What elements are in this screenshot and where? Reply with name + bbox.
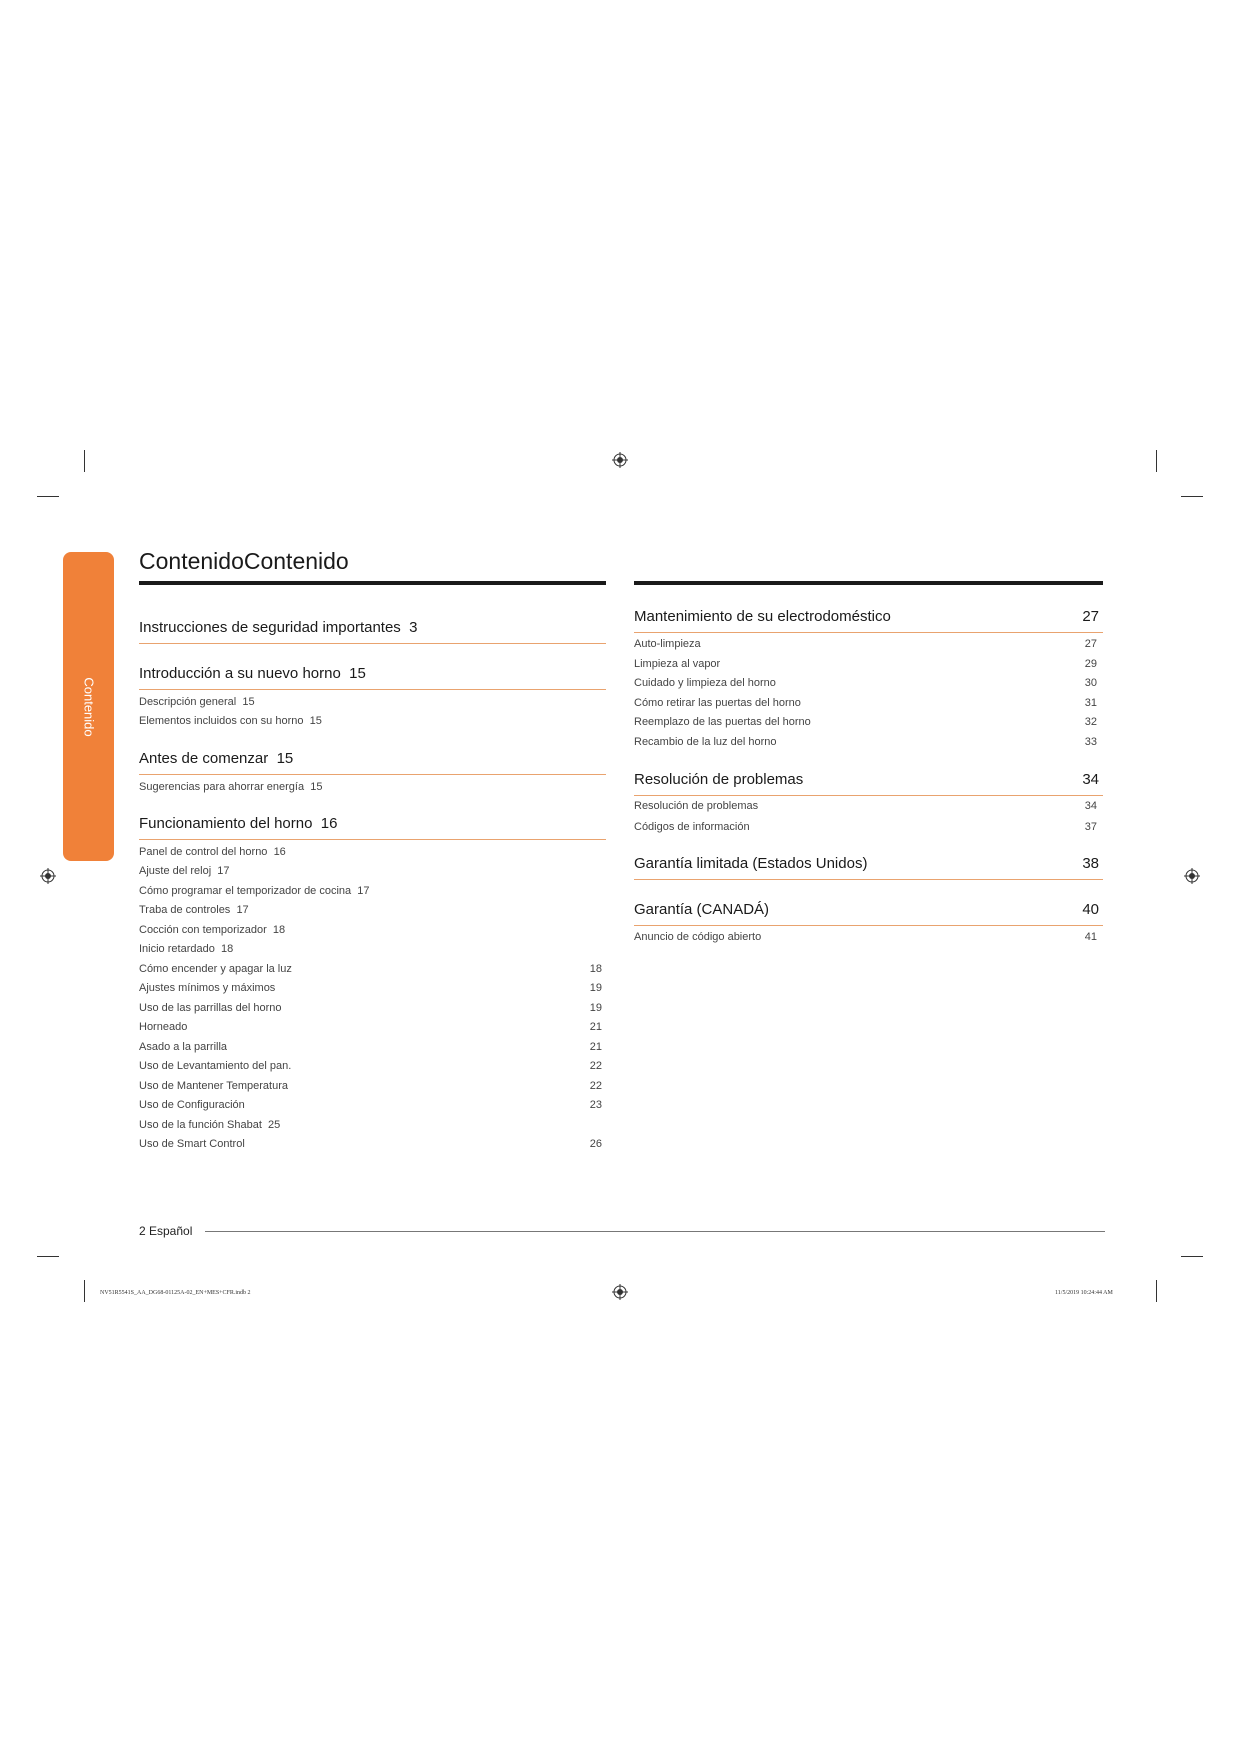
registration-mark-icon	[612, 1284, 628, 1300]
toc-item-page: 21	[589, 1041, 602, 1053]
toc-section-safety[interactable]: Instrucciones de seguridad importantes 3	[139, 619, 418, 636]
toc-section-intro[interactable]: Introducción a su nuevo horno 15	[139, 665, 366, 682]
toc-item[interactable]: Anuncio de código abierto	[634, 931, 762, 943]
toc-item-page: 23	[589, 1099, 602, 1111]
section-rule	[634, 925, 1103, 926]
toc-item-page: 21	[589, 1021, 602, 1033]
toc-item-page: 26	[589, 1138, 602, 1150]
toc-item[interactable]: Reemplazo de las puertas del horno	[634, 716, 811, 728]
toc-item-page: 27	[1084, 638, 1097, 650]
toc-item[interactable]: Horneado	[139, 1021, 188, 1033]
toc-item-page: 32	[1084, 716, 1097, 728]
toc-item[interactable]: Auto-limpieza	[634, 638, 701, 650]
slug-filename: NV51R5541S_AA_DG68-01125A-02_EN+MES+CFR.indb 2	[100, 1290, 251, 1296]
section-rule	[139, 774, 606, 775]
toc-item[interactable]: Cómo programar el temporizador de cocina 17	[139, 885, 370, 897]
side-tab-label: Contenido	[81, 677, 96, 737]
toc-item[interactable]: Traba de controles 17	[139, 904, 249, 916]
toc-item-page: 33	[1084, 736, 1097, 748]
toc-item-page: 22	[589, 1060, 602, 1072]
section-rule	[634, 795, 1103, 796]
crop-mark	[1156, 450, 1157, 472]
page-title: ContenidoContenido	[139, 548, 349, 574]
toc-item[interactable]: Uso de Smart Control	[139, 1138, 245, 1150]
toc-item-page: 37	[1084, 821, 1097, 833]
toc-item[interactable]: Inicio retardado 18	[139, 943, 234, 955]
section-rule	[634, 632, 1103, 633]
crop-mark	[1181, 496, 1203, 497]
section-rule	[634, 879, 1103, 880]
toc-section-page: 34	[1082, 771, 1099, 788]
toc-item[interactable]: Descripción general 15	[139, 696, 255, 708]
toc-item[interactable]: Sugerencias para ahorrar energía 15	[139, 781, 323, 793]
crop-mark	[84, 450, 85, 472]
crop-mark	[1181, 1256, 1203, 1257]
registration-mark-icon	[1184, 868, 1200, 884]
crop-mark	[84, 1280, 85, 1302]
footer-rule	[205, 1231, 1105, 1232]
toc-item[interactable]: Cuidado y limpieza del horno	[634, 677, 776, 689]
toc-item[interactable]: Asado a la parrilla	[139, 1041, 228, 1053]
toc-item-page: 34	[1084, 800, 1097, 812]
toc-section-operation[interactable]: Funcionamiento del horno 16	[139, 815, 338, 832]
toc-section-page: 27	[1082, 608, 1099, 625]
toc-item[interactable]: Uso de Configuración	[139, 1099, 245, 1111]
toc-item[interactable]: Resolución de problemas	[634, 800, 759, 812]
toc-item[interactable]: Códigos de información	[634, 821, 750, 833]
toc-item[interactable]: Cómo encender y apagar la luz	[139, 963, 292, 975]
toc-item[interactable]: Cómo retirar las puertas del horno	[634, 697, 801, 709]
toc-item-page: 19	[589, 1002, 602, 1014]
toc-section-page: 38	[1082, 855, 1099, 872]
toc-item-page: 41	[1084, 931, 1097, 943]
crop-mark	[37, 1256, 59, 1257]
toc-item-page: 18	[589, 963, 602, 975]
slug-date: 11/5/2019 10:24:44 AM	[1055, 1290, 1113, 1296]
toc-item-page: 22	[589, 1080, 602, 1092]
toc-item[interactable]: Cocción con temporizador 18	[139, 924, 286, 936]
toc-section-warranty-us[interactable]: Garantía limitada (Estados Unidos)	[634, 855, 868, 872]
toc-item-page: 31	[1084, 697, 1097, 709]
title-rule-left	[139, 581, 606, 585]
toc-item-page: 29	[1084, 658, 1097, 670]
toc-item-page: 30	[1084, 677, 1097, 689]
toc-section-before-start[interactable]: Antes de comenzar 15	[139, 750, 294, 767]
toc-section-troubleshooting[interactable]: Resolución de problemas	[634, 771, 804, 788]
section-rule	[139, 643, 606, 644]
toc-section-maintenance[interactable]: Mantenimiento de su electrodoméstico	[634, 608, 891, 625]
section-rule	[139, 689, 606, 690]
toc-item-page: 19	[589, 982, 602, 994]
toc-item[interactable]: Uso de las parrillas del horno	[139, 1002, 282, 1014]
registration-mark-icon	[40, 868, 56, 884]
toc-item[interactable]: Uso de la función Shabat 25	[139, 1119, 281, 1131]
toc-item[interactable]: Limpieza al vapor	[634, 658, 721, 670]
toc-item[interactable]: Uso de Mantener Temperatura	[139, 1080, 288, 1092]
toc-section-warranty-canada[interactable]: Garantía (CANADÁ)	[634, 901, 770, 918]
toc-section-page: 40	[1082, 901, 1099, 918]
toc-item[interactable]: Recambio de la luz del horno	[634, 736, 777, 748]
toc-item[interactable]: Ajustes mínimos y máximos	[139, 982, 276, 994]
side-tab	[63, 552, 114, 861]
toc-item[interactable]: Panel de control del horno 16	[139, 846, 286, 858]
crop-mark	[1156, 1280, 1157, 1302]
page-number: 2 Español	[139, 1224, 193, 1238]
section-rule	[139, 839, 606, 840]
toc-item[interactable]: Ajuste del reloj 17	[139, 865, 230, 877]
crop-mark	[37, 496, 59, 497]
toc-item[interactable]: Uso de Levantamiento del pan.	[139, 1060, 292, 1072]
registration-mark-icon	[612, 452, 628, 468]
toc-item[interactable]: Elementos incluidos con su horno 15	[139, 715, 322, 727]
title-rule-right	[634, 581, 1103, 585]
